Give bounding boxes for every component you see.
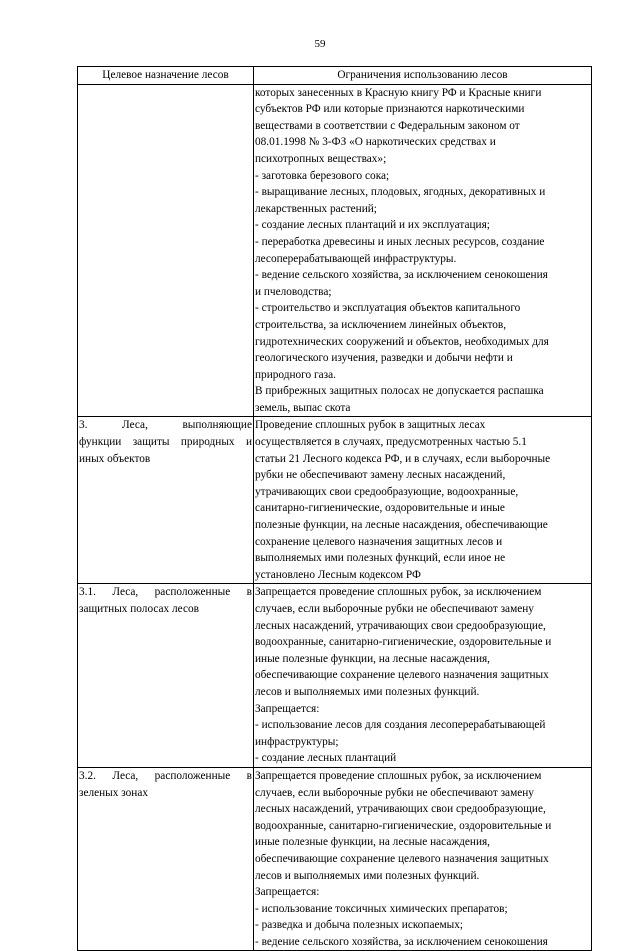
page-number: 59 [314, 38, 326, 50]
restriction-line: инфраструктуры; [255, 735, 339, 748]
purpose-line: зеленых зонах [79, 786, 148, 799]
forest-restrictions-table [77, 66, 592, 951]
restriction-line: лесов и выполняемых ими полезных функций. [255, 869, 480, 882]
purpose-line: 3. Леса, выполняющие [79, 419, 252, 432]
restrictions-cell [254, 417, 592, 584]
restriction-line: лесных насаждений, утрачивающих свои средообразующие, [255, 803, 546, 816]
restriction-line: - заготовка березового сока; [255, 169, 390, 182]
restriction-line: Запрещается проведение сплошных рубок, за исключением [255, 769, 542, 782]
restriction-line: иные полезные функции, на лесные насаждения, [255, 652, 491, 665]
restriction-line: утрачивающих свои средообразующие, водоохранные, [255, 485, 519, 498]
restriction-line: - ведение сельского хозяйства, за исключением сенокошения [255, 269, 548, 282]
header-purpose: Целевое назначение лесов [78, 67, 254, 85]
restriction-line: природного газа. [255, 368, 336, 381]
restriction-line: Запрещается: [255, 702, 320, 715]
restriction-line: статьи 21 Лесного кодекса РФ, и в случаях, если выборочные [255, 452, 551, 465]
restriction-line: осуществляется в случаях, предусмотренных частью 5.1 [255, 436, 527, 449]
restriction-line: - разведка и добыча полезных ископаемых; [255, 919, 463, 932]
restriction-line: лесов и выполняемых ими полезных функций. [255, 685, 480, 698]
restriction-line: случаев, если выборочные рубки не обеспечивают замену [255, 786, 534, 799]
restriction-line: геологического изучения, разведки и добычи нефти и [255, 352, 513, 365]
restriction-line: обеспечивающие сохранение целевого назначения защитных [255, 669, 549, 682]
purpose-line: иных объектов [79, 452, 151, 465]
restrictions-cell [254, 767, 592, 951]
purpose-line: 3.1. Леса, расположенные в [79, 586, 252, 599]
restriction-line: психотропных веществах»; [255, 152, 387, 165]
table-body [78, 84, 592, 951]
forest-purpose-cell [78, 584, 254, 768]
restriction-line: - использование лесов для создания лесоперерабатывающей [255, 719, 546, 732]
table-row [78, 584, 592, 768]
restriction-line: водоохранные, санитарно-гигиенические, оздоровительные и [255, 819, 552, 832]
restriction-line: - строительство и эксплуатация объектов капитального [255, 302, 521, 315]
restriction-line: Проведение сплошных рубок в защитных лесах [255, 419, 486, 432]
restriction-line: гидротехнических сооружений и объектов, необходимых для [255, 335, 549, 348]
forest-purpose-cell [78, 417, 254, 584]
restriction-line: обеспечивающие сохранение целевого назначения защитных [255, 852, 549, 865]
restriction-line: субъектов РФ или которые признаются наркотическими [255, 103, 525, 116]
restriction-line: лекарственных растений; [255, 202, 377, 215]
restrictions-cell [254, 584, 592, 768]
header-restrictions: Ограничения использованию лесов [254, 67, 592, 85]
purpose-line: 3.2. Леса, расположенные в [79, 769, 252, 782]
purpose-line: защитных полосах лесов [79, 603, 199, 615]
restriction-line: установлено Лесным кодексом РФ [255, 568, 421, 581]
forest-purpose-cell [78, 767, 254, 951]
restriction-line: иные полезные функции, на лесные насаждения, [255, 836, 491, 849]
table-row [78, 84, 592, 417]
restriction-line: Запрещается проведение сплошных рубок, за исключением [255, 586, 542, 599]
restriction-line: веществами в соответствии с Федеральным законом от [255, 119, 520, 132]
restriction-line: полезные функции, на лесные насаждения, обеспечивающие [255, 519, 548, 532]
restriction-line: - выращивание лесных, плодовых, ягодных, декоративных и [255, 186, 546, 199]
table-header-row [78, 67, 592, 85]
restriction-line: - ведение сельского хозяйства, за исключением сенокошения [255, 935, 548, 948]
restriction-line: случаев, если выборочные рубки не обеспечивают замену [255, 603, 534, 615]
restriction-line: лесных насаждений, утрачивающих свои средообразующие, [255, 619, 546, 632]
table-row [78, 417, 592, 584]
restriction-line: водоохранные, санитарно-гигиенические, оздоровительные и [255, 636, 552, 649]
restriction-line: - создание лесных плантаций [255, 752, 397, 765]
forest-purpose-cell [78, 84, 254, 417]
restriction-line: Запрещается: [255, 886, 320, 899]
table-row [78, 767, 592, 951]
purpose-line: функции защиты природных и [79, 436, 252, 449]
restriction-line: строительства, за исключением линейных объектов, [255, 318, 507, 331]
restriction-line: выполняемых ими полезных функций, если иное не [255, 552, 506, 565]
restriction-line: которых занесенных в Красную книгу РФ и Красные книги [255, 86, 542, 99]
restriction-line: - использование токсичных химических препаратов; [255, 902, 508, 915]
restriction-line: рубки не обеспечивают замену лесных насаждений, [255, 469, 506, 482]
restriction-line: лесоперерабатывающей инфраструктуры. [255, 252, 457, 265]
restriction-line: земель, выпас скота [255, 401, 351, 414]
restriction-line: - создание лесных плантаций и их эксплуатация; [255, 219, 490, 232]
restriction-line: 08.01.1998 № 3-ФЗ «О наркотических средствах и [255, 136, 496, 149]
restriction-line: В прибрежных защитных полосах не допускается распашка [255, 385, 544, 398]
restriction-line: сохранение целевого назначения защитных лесов и [255, 535, 503, 548]
restrictions-cell [254, 84, 592, 417]
restriction-line: и пчеловодства; [255, 285, 332, 298]
restriction-line: санитарно-гигиенические, оздоровительные и иные [255, 502, 505, 515]
restriction-line: - переработка древесины и иных лесных ресурсов, создание [255, 235, 545, 248]
